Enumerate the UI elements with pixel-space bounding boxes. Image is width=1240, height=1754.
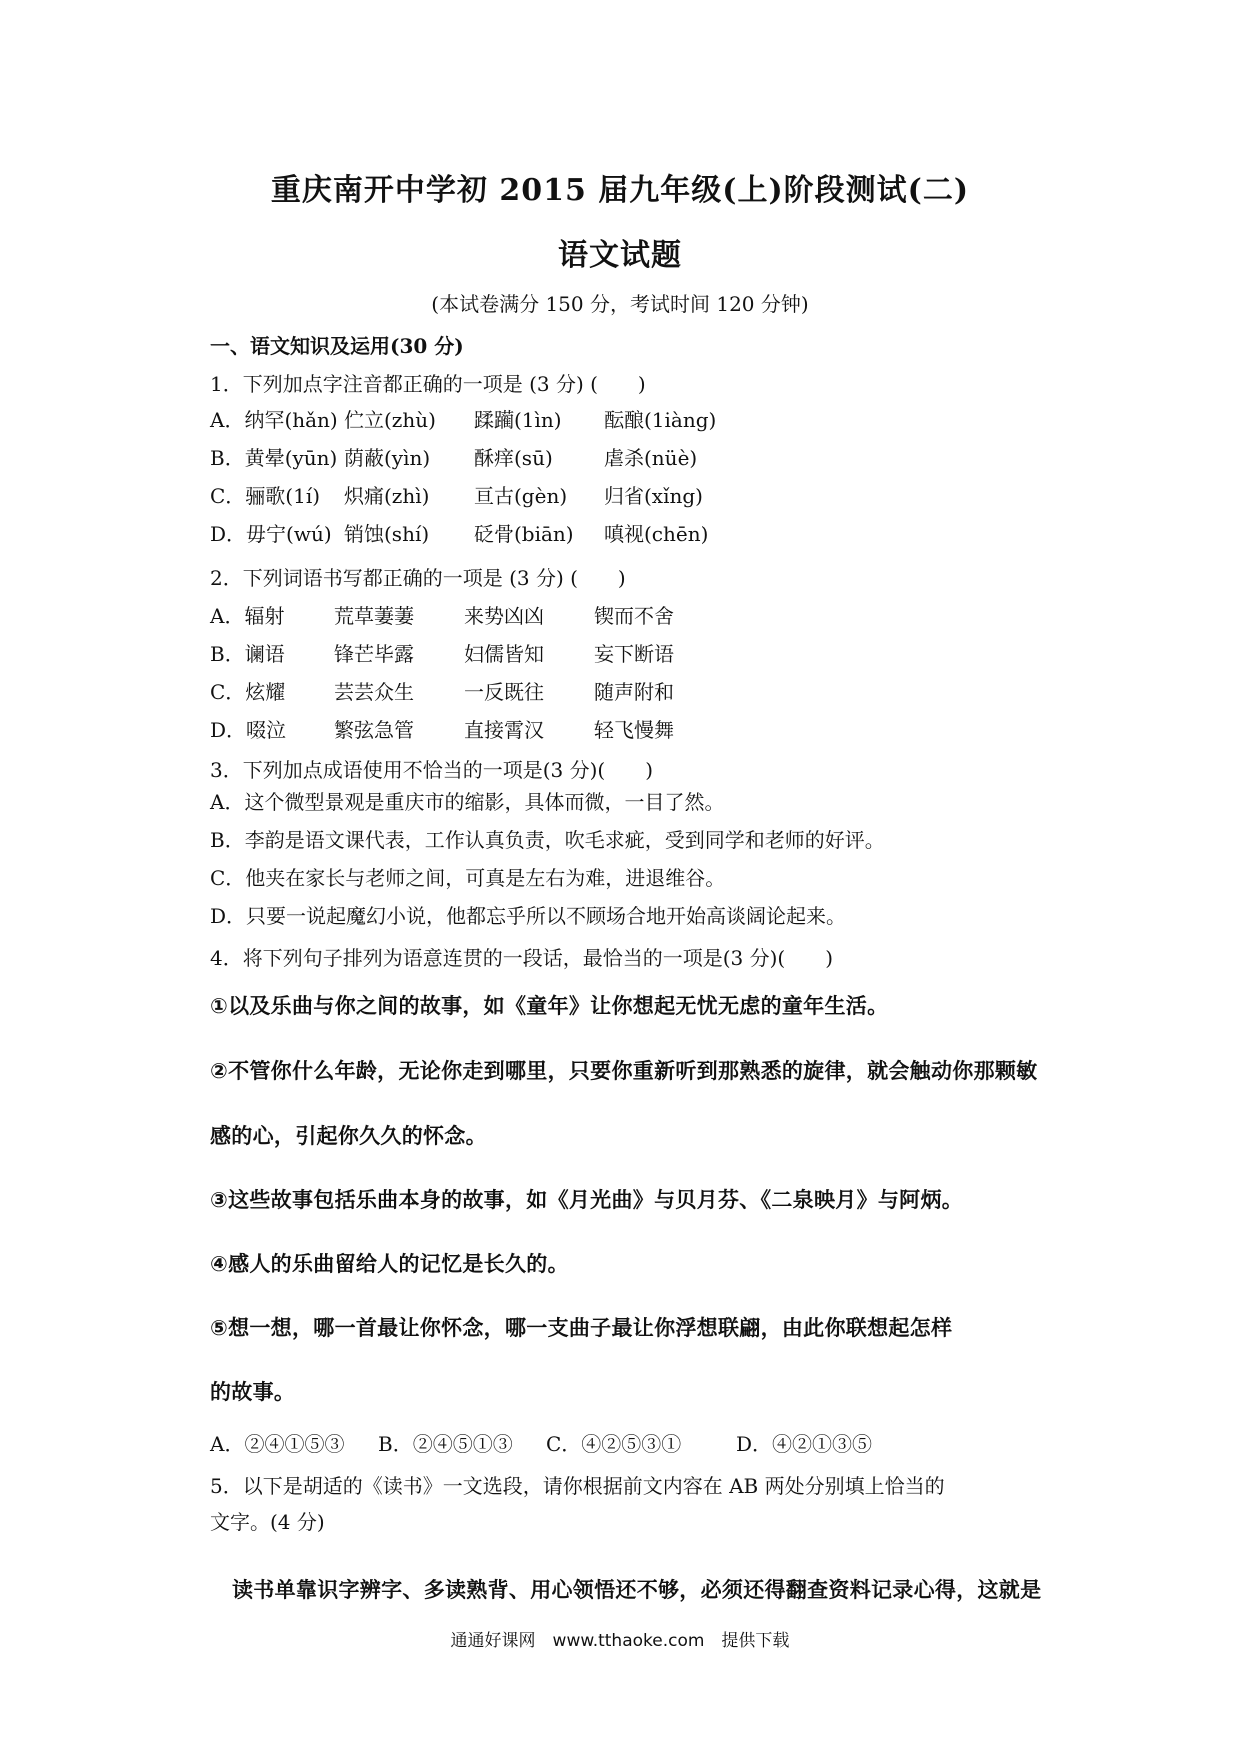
q4-answer-d: D．④②①③⑤ [736, 1432, 873, 1456]
q2-c-3: 一反既往 [464, 680, 544, 704]
q2-d-1: D．啜泣 [210, 718, 287, 742]
q1-c-4: 归省(xǐng) [604, 484, 703, 508]
q1-a-4: 酝酿(1iàng) [604, 408, 717, 432]
q1-a-1: A．纳罕(hǎn) [210, 408, 338, 432]
q1-row-b [210, 442, 697, 471]
q1-c-1: C．骊歌(1í) [210, 484, 321, 508]
q2-d-4: 轻飞慢舞 [594, 718, 674, 742]
q1-row-c [210, 480, 703, 509]
q2-a-3: 来势凶凶 [464, 604, 544, 628]
q4-sentence-2a: ②不管你什么年龄，无论你走到哪里，只要你重新听到那熟悉的旋律，就会触动你那颗敏 [210, 1059, 1038, 1083]
q2-b-3: 妇儒皆知 [464, 642, 544, 666]
q2-a-2: 荒草萋萋 [334, 604, 414, 628]
q1-b-3: 酥痒(sū) [474, 446, 553, 470]
q1-c-3: 亘古(gèn) [474, 484, 568, 508]
q5-stem-b: 文字。(4 分) [210, 1510, 325, 1534]
q2-c-2: 芸芸众生 [334, 680, 414, 704]
q1-d-4: 嗔视(chēn) [604, 522, 709, 546]
q5-passage: 读书单靠识字辨字、多读熟背、用心领悟还不够，必须还得翻查资料记录心得，这就是 [232, 1578, 1042, 1602]
q5-stem-a: 5．以下是胡适的《读书》一文选段，请你根据前文内容在 AB 两处分别填上恰当的 [210, 1474, 945, 1498]
exam-title: 重庆南开中学初 2015 届九年级(上)阶段测试(二) [270, 173, 970, 208]
q3-option-c: C．他夹在家长与老师之间，可真是左右为难，进退维谷。 [210, 866, 726, 890]
exam-note: (本试卷满分 150 分，考试时间 120 分钟) [431, 292, 809, 316]
q2-a-4: 锲而不舍 [594, 604, 674, 628]
exam-subtitle: 语文试题 [558, 238, 682, 273]
q1-a-2: 伫立(zhù) [344, 408, 436, 432]
q2-row-a [210, 600, 674, 629]
footer-text: 通通好课网 www.tthaoke.com 提供下载 [450, 1631, 790, 1651]
q1-d-3: 砭骨(biān) [474, 522, 574, 546]
q2-row-d [210, 714, 674, 743]
q2-d-3: 直接霄汉 [464, 718, 544, 742]
q3-option-d: D．只要一说起魔幻小说，他都忘乎所以不顾场合地开始高谈阔论起来。 [210, 904, 847, 928]
q2-stem: 2．下列词语书写都正确的一项是 (3 分) ( ) [210, 566, 626, 590]
q1-d-1: D．毋宁(wú) [210, 522, 332, 546]
q2-a-1: A．辐射 [210, 604, 285, 628]
q2-d-2: 繁弦急管 [334, 718, 414, 742]
q2-b-2: 锋芒毕露 [334, 642, 414, 666]
q2-c-1: C．炫耀 [210, 680, 286, 704]
q4-sentence-2b: 感的心，引起你久久的怀念。 [210, 1124, 487, 1148]
q4-sentence-3: ③这些故事包括乐曲本身的故事，如《月光曲》与贝月芬、《二泉映月》与阿炳。 [210, 1188, 964, 1212]
q3-option-b: B．李韵是语文课代表，工作认真负责，吹毛求疵，受到同学和老师的好评。 [210, 828, 885, 852]
q1-c-2: 炽痛(zhì) [344, 484, 430, 508]
q4-stem: 4．将下列句子排列为语意连贯的一段话，最恰当的一项是(3 分)( ) [210, 946, 834, 970]
q3-stem: 3．下列加点成语使用不恰当的一项是(3 分)( ) [210, 758, 654, 782]
q4-answers [210, 1428, 872, 1457]
q2-row-b [210, 638, 674, 667]
q1-b-2: 荫蔽(yìn) [344, 446, 431, 470]
q4-sentence-1: ①以及乐曲与你之间的故事，如《童年》让你想起无忧无虑的童年生活。 [210, 994, 889, 1018]
q1-row-d [210, 518, 708, 547]
section-heading: 一、语文知识及运用(30 分) [210, 334, 464, 358]
q1-stem: 1．下列加点字注音都正确的一项是 (3 分) ( ) [210, 372, 646, 396]
q2-b-1: B．谰语 [210, 642, 285, 666]
q4-answer-a: A．②④①⑤③ [210, 1432, 345, 1456]
q4-sentence-5a: ⑤想一想，哪一首最让你怀念，哪一支曲子最让你浮想联翩，由此你联想起怎样 [210, 1316, 953, 1340]
q4-sentence-4: ④感人的乐曲留给人的记忆是长久的。 [210, 1252, 569, 1276]
q1-b-1: B．黄晕(yūn) [210, 446, 338, 470]
q2-row-c [210, 676, 674, 705]
q4-sentence-5b: 的故事。 [210, 1380, 296, 1404]
q4-answer-c: C．④②⑤③① [546, 1432, 682, 1456]
q2-b-4: 妄下断语 [594, 642, 674, 666]
q1-row-a [210, 404, 716, 433]
q1-b-4: 虐杀(nüè) [604, 446, 698, 470]
q1-d-2: 销蚀(shí) [344, 522, 430, 546]
q1-a-3: 蹂躏(1ìn) [474, 408, 562, 432]
q2-c-4: 随声附和 [594, 680, 674, 704]
q4-answer-b: B．②④⑤①③ [378, 1432, 513, 1456]
q3-option-a: A．这个微型景观是重庆市的缩影，具体而微，一目了然。 [210, 790, 725, 814]
